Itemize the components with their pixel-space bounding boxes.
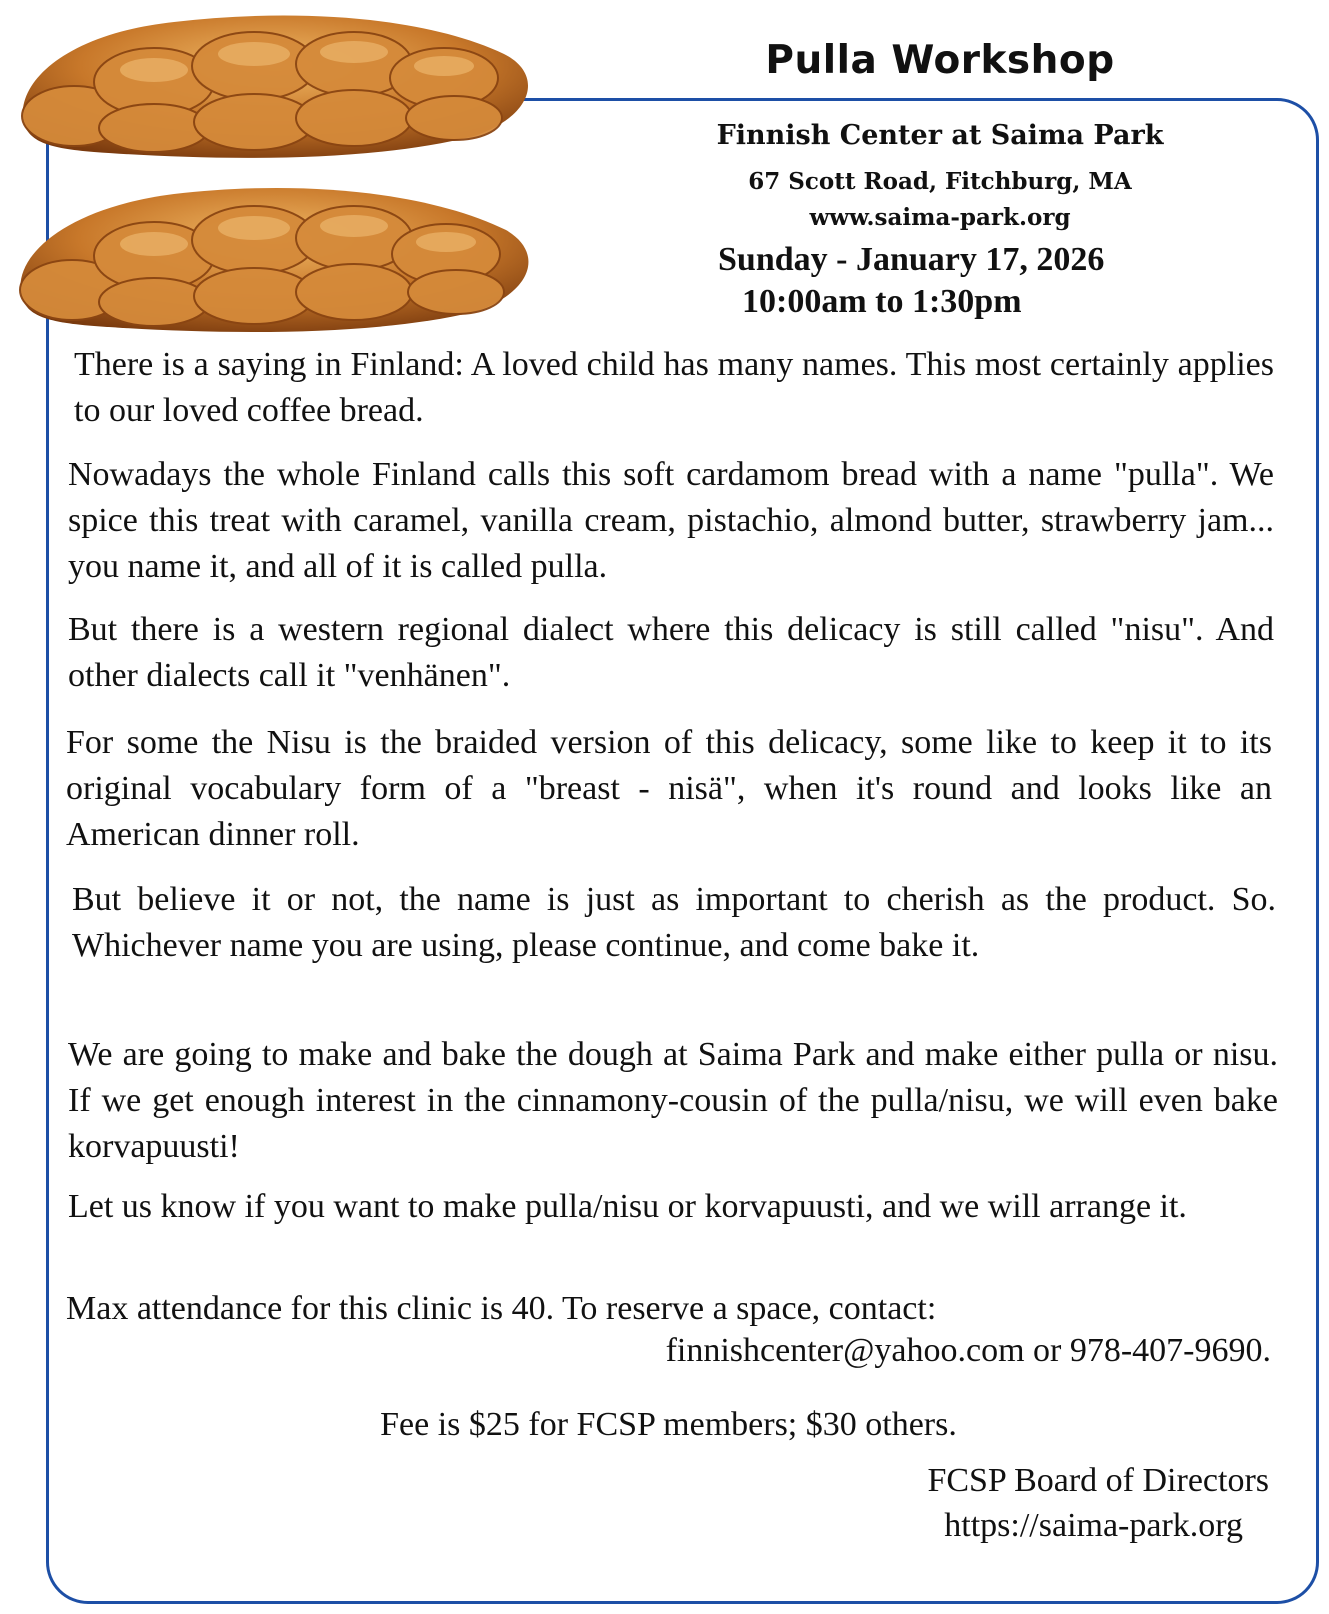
braided-bread-loaf-icon: [4, 4, 539, 160]
max-attendance-text: Max attendance for this clinic is 40. To reserve a space, contact:: [66, 1290, 937, 1327]
venue-name: Finnish Center at Saima Park: [716, 120, 1164, 151]
website-link[interactable]: www.saima-park.org: [809, 204, 1071, 231]
event-date: Sunday - January 17, 2026: [718, 241, 1105, 278]
signature: FCSP Board of Directors: [927, 1462, 1269, 1499]
page-title: Pulla Workshop: [765, 38, 1115, 83]
venue-address: 67 Scott Road, Fitchburg, MA: [748, 168, 1132, 195]
braided-bread-loaf-icon: [4, 174, 539, 334]
paragraph: Let us know if you want to make pulla/nisu or korvapuusti, and we will arrange it.: [68, 1188, 1187, 1225]
contact-info[interactable]: finnishcenter@yahoo.com or 978-407-9690.: [665, 1332, 1271, 1369]
paragraph: There is a saying in Finland: A loved child has many names. This most certainly applies to our loved coffee bread.: [74, 346, 1274, 429]
paragraph: Nowadays the whole Finland calls this soft cardamom bread with a name "pulla". We spice this treat with caramel, vanilla cream, pistachio, almond butter, strawberry jam... you name it, and all of it is called pulla.: [68, 456, 1274, 585]
paragraph: For some the Nisu is the braided version of this delicacy, some like to keep it to its original vocabulary form of a "breast - nisä", when it's round and looks like an American dinner roll.: [66, 724, 1272, 853]
fee-text: Fee is $25 for FCSP members; $30 others.: [380, 1406, 957, 1443]
event-time: 10:00am to 1:30pm: [742, 283, 1022, 320]
paragraph: We are going to make and bake the dough at Saima Park and make either pulla or nisu. If we get enough interest in the cinnamony-cousin of the pulla/nisu, we will even bake korvapuusti!: [68, 1036, 1278, 1165]
paragraph: But there is a western regional dialect where this delicacy is still called "nisu". And other dialects call it "venhänen".: [68, 611, 1274, 694]
paragraph: But believe it or not, the name is just as important to cherish as the product. So. Whichever name you are using, please continue, and come bake it.: [72, 881, 1276, 964]
signature-url-link[interactable]: https://saima-park.org: [944, 1507, 1243, 1544]
